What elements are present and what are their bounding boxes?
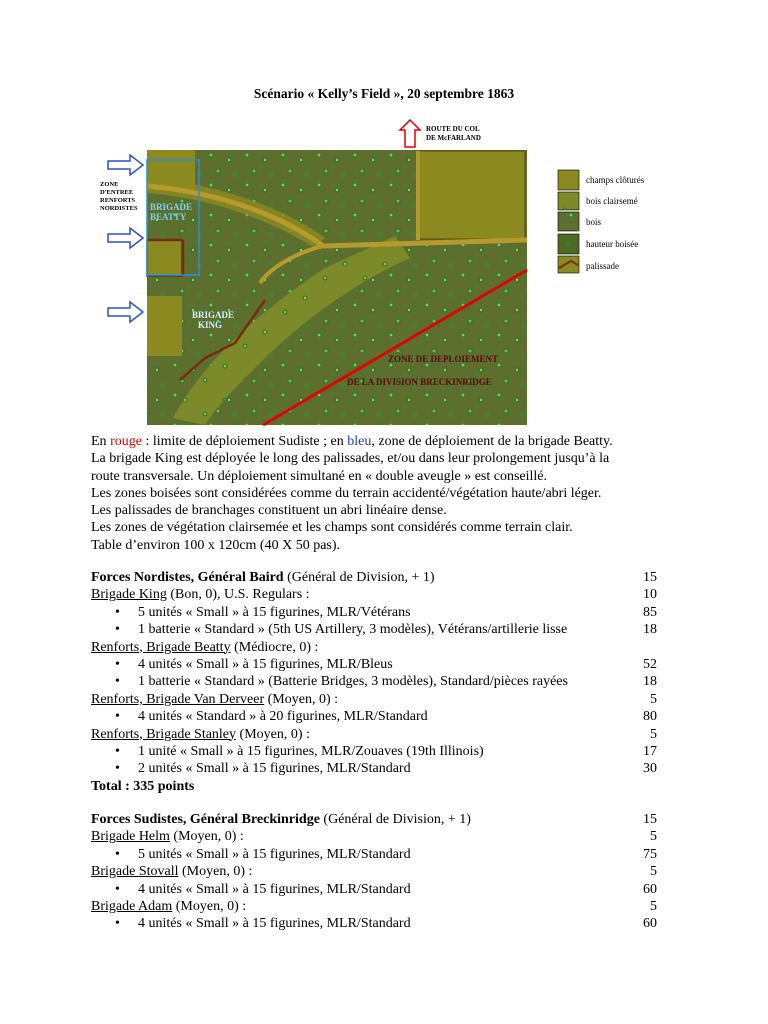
points-value: 52 <box>643 656 657 672</box>
scenario-description <box>91 433 691 554</box>
unit-line: • 5 unités « Small » à 15 figurines, MLR/Standard 75 <box>115 846 657 862</box>
union-total: Total : 335 points <box>91 778 195 794</box>
svg-text:BRIGADE: BRIGADE <box>192 310 235 320</box>
points-value: 5 <box>650 864 657 880</box>
unit-line: • 1 unité « Small » à 15 figurines, MLR/Zouaves (19th Illinois) 17 <box>115 743 657 759</box>
confederate-header: Forces Sudistes, Général Breckinridge (Général de Division, + 1) 15 <box>91 812 657 827</box>
svg-text:bois: bois <box>586 217 602 227</box>
unit-line: • 4 unités « Small » à 15 figurines, MLR/Bleus 52 <box>115 656 657 672</box>
bullet-icon: • <box>115 743 120 759</box>
points-value: 80 <box>643 709 657 725</box>
points-value: 5 <box>650 829 657 845</box>
svg-text:BEATTY: BEATTY <box>150 212 187 222</box>
points-value: 17 <box>643 743 657 759</box>
confederate-forces <box>91 811 657 933</box>
brigade-line: Brigade Helm (Moyen, 0) : 5 <box>91 829 657 845</box>
brigade-line: Renforts, Brigade Van Derveer (Moyen, 0) : 5 <box>91 691 657 707</box>
points-value: 18 <box>643 674 657 690</box>
bullet-icon: • <box>115 656 120 672</box>
blue-word: bleu <box>347 434 372 449</box>
points-value: 18 <box>643 622 657 638</box>
svg-text:NORDISTES: NORDISTES <box>100 205 138 212</box>
intro-line: Les zones de végétation clairsemée et les champs sont considérés comme terrain clair. <box>91 520 573 536</box>
svg-text:RENFORTS: RENFORTS <box>100 197 136 204</box>
points-value: 5 <box>650 898 657 914</box>
bullet-icon: • <box>115 622 120 638</box>
intro-line: La brigade King est déployée le long des palissades, et/ou dans leur prolongement jusqu’à la <box>91 451 610 467</box>
bullet-icon: • <box>115 604 120 620</box>
unit-line: • 5 unités « Small » à 15 figurines, MLR/Vétérans 85 <box>115 604 657 620</box>
svg-text:DE McFARLAND: DE McFARLAND <box>426 134 481 142</box>
brigade-line: Brigade King (Bon, 0), U.S. Regulars : 10 <box>91 587 657 603</box>
unit-line: • 1 batterie « Standard » (Batterie Bridges, 3 modèles), Standard/pièces rayées 18 <box>115 674 657 690</box>
road-label: ROUTE DU COL <box>426 125 480 133</box>
points-value: 5 <box>650 726 657 742</box>
brigade-name: Brigade Stovall <box>91 864 179 880</box>
unit-line: • 4 unités « Small » à 15 figurines, MLR/Standard 60 <box>115 916 657 932</box>
intro-line: Les palissades de branchages constituent un abri linéaire dense. <box>91 503 447 519</box>
reinforcement-zone-label <box>100 181 138 212</box>
svg-text:hauteur boisée: hauteur boisée <box>586 239 639 249</box>
brigade-name: Brigade Helm <box>91 829 170 845</box>
map-legend <box>558 170 645 273</box>
points-value: 60 <box>643 881 657 897</box>
svg-text:ZONE DE DEPLOIEMENT: ZONE DE DEPLOIEMENT <box>388 354 499 364</box>
intro-line: Table d’environ 100 x 120cm (40 X 50 pas). <box>91 537 341 553</box>
points-value: 75 <box>643 846 657 862</box>
brigade-name: Renforts, Brigade Stanley <box>91 726 237 742</box>
brigade-name: Brigade King <box>91 587 167 603</box>
svg-text:bois clairsemé: bois clairsemé <box>586 196 638 206</box>
battlefield-map <box>95 118 685 428</box>
bullet-icon: • <box>115 881 120 897</box>
red-word: rouge <box>110 434 142 449</box>
brigade-line: Brigade Stovall (Moyen, 0) : 5 <box>91 864 657 880</box>
fenced-field-swatch <box>558 170 579 190</box>
svg-text:DE LA DIVISION BRECKINRIDGE: DE LA DIVISION BRECKINRIDGE <box>347 377 492 387</box>
points-value: 30 <box>643 761 657 777</box>
svg-text:BRIGADE: BRIGADE <box>150 202 193 212</box>
woods-swatch <box>558 212 579 231</box>
sparse-woods-swatch <box>558 192 579 210</box>
points-value: 60 <box>643 916 657 932</box>
deployment-colors-line: En rouge : limite de déploiement Sudiste ; en bleu, zone de déploiement de la brigade Beatty. <box>91 434 613 449</box>
unit-line: • 4 unités « Standard » à 20 figurines, MLR/Standard 80 <box>115 709 657 725</box>
bullet-icon: • <box>115 674 120 690</box>
union-forces <box>91 569 657 795</box>
brigade-name: Brigade Adam <box>91 898 173 914</box>
union-header: Forces Nordistes, Général Baird (Général de Division, + 1) 15 <box>91 570 657 585</box>
unit-line: • 4 unités « Small » à 15 figurines, MLR/Standard 60 <box>115 881 657 897</box>
brigade-line: Brigade Adam (Moyen, 0) : 5 <box>91 898 657 914</box>
bullet-icon: • <box>115 761 120 777</box>
intro-line: Les zones boisées sont considérées comme du terrain accidenté/végétation haute/abri léger. <box>91 485 602 501</box>
brigade-name: Renforts, Brigade Van Derveer <box>91 691 265 707</box>
bullet-icon: • <box>115 846 120 862</box>
brigade-beatty-label <box>150 202 192 222</box>
brigade-line: Renforts, Brigade Stanley (Moyen, 0) : 5 <box>91 726 657 742</box>
svg-text:D'ENTREE: D'ENTREE <box>100 189 134 196</box>
points-value: 10 <box>643 587 657 603</box>
unit-line: • 2 unités « Small » à 15 figurines, MLR/Standard 30 <box>115 761 657 777</box>
svg-text:champs clôturés: champs clôturés <box>586 175 645 185</box>
points-value: 85 <box>643 604 657 620</box>
brigade-name: Renforts, Brigade Beatty <box>91 639 231 655</box>
svg-text:ZONE: ZONE <box>100 181 119 188</box>
unit-line: • 1 batterie « Standard » (5th US Artillery, 3 modèles), Vétérans/artillerie lisse 18 <box>115 622 657 638</box>
bullet-icon: • <box>115 709 120 725</box>
brigade-line: Renforts, Brigade Beatty (Médiocre, 0) : <box>91 639 319 655</box>
points-value: 5 <box>650 691 657 707</box>
scenario-title: Scénario « Kelly’s Field », 20 septembre 1863 <box>253 86 515 101</box>
intro-line: route transversale. Un déploiement simultané en « double aveugle » est conseillé. <box>91 468 548 484</box>
svg-text:palissade: palissade <box>586 261 619 271</box>
bullet-icon: • <box>115 916 120 932</box>
svg-text:KING: KING <box>198 320 223 330</box>
